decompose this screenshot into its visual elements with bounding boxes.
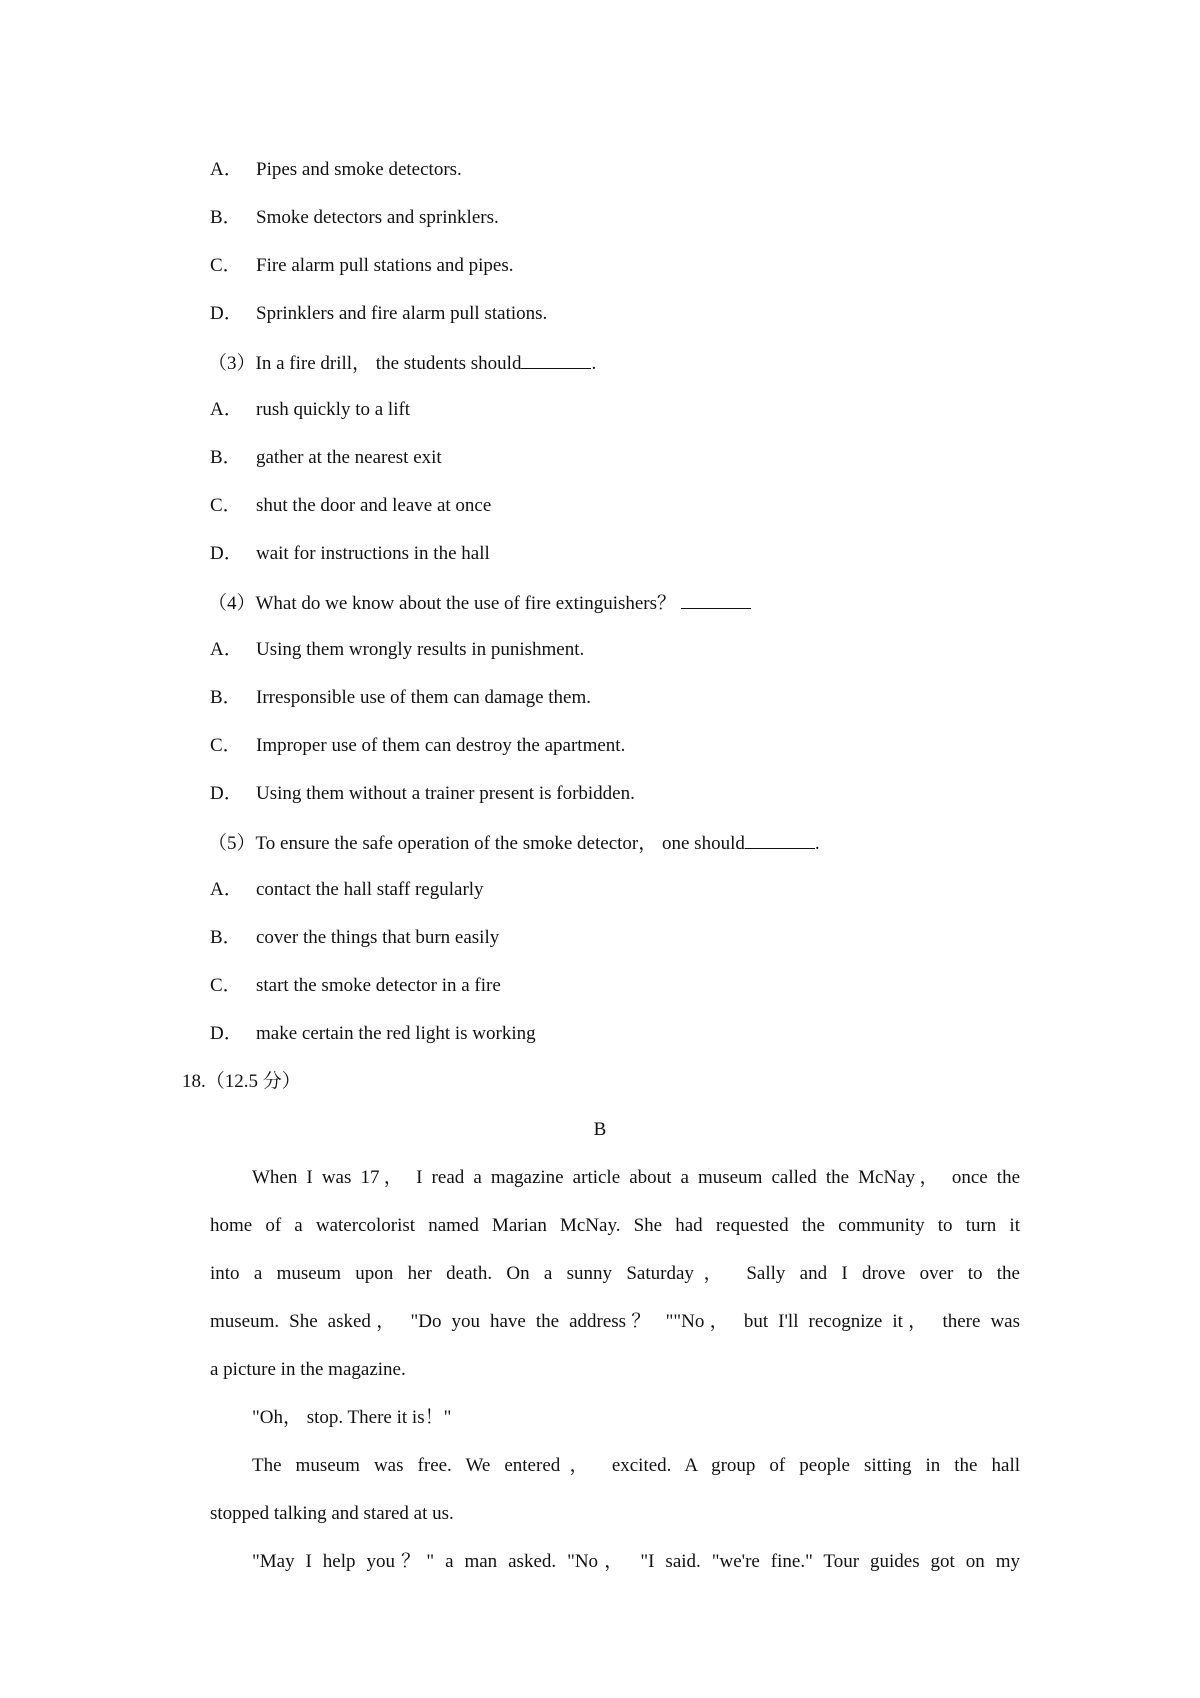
option-letter: D． [210,1023,243,1044]
option-text: rush quickly to a lift [256,399,411,420]
option-letter: D． [210,783,243,804]
q3-option-a [210,400,410,419]
option-letter: C． [210,495,242,516]
passage-line: into a museum upon her death. On a sunny Saturday， Sally and I drove over to the [210,1263,1020,1284]
question-text: （4）What do we know about the use of fire extinguishers？ [208,593,677,614]
passage-line: museum. She asked， "Do you have the address？ ""No， but I'll recognize it， there was [210,1311,1020,1332]
q3-stem [208,352,596,373]
option-letter: A． [210,159,243,180]
passage-line: stopped talking and stared at us. [210,1503,454,1524]
q2-option-b [210,208,499,227]
option-text: start the smoke detector in a fire [256,975,501,996]
option-text: Sprinklers and fire alarm pull stations. [256,303,548,324]
answer-blank [745,832,815,849]
option-letter: D． [210,303,243,324]
q4-stem [208,592,751,613]
q5-stem [208,832,820,853]
option-text: gather at the nearest exit [256,447,442,468]
q2-option-a [210,160,462,179]
q3-option-d [210,544,490,563]
option-letter: D． [210,543,243,564]
option-text: Smoke detectors and sprinklers. [256,207,499,228]
option-text: Pipes and smoke detectors. [256,159,462,180]
q2-option-c [210,256,514,275]
question-text: （3）In a fire drill， the students should [208,353,522,374]
option-letter: B． [210,687,242,708]
option-text: Using them without a trainer present is forbidden. [256,783,635,804]
answer-blank [521,352,591,369]
q5-option-b [210,928,499,947]
option-letter: C． [210,735,242,756]
q3-option-b [210,448,442,467]
option-letter: B． [210,927,242,948]
question-end: . [591,353,597,374]
question-text: （5）To ensure the safe operation of the smoke detector， one should [208,833,745,854]
option-letter: A． [210,639,243,660]
passage-line: The museum was free. We entered， excited. A group of people sitting in the hall [252,1455,1020,1476]
option-text: shut the door and leave at once [256,495,492,516]
option-text: make certain the red light is working [256,1023,536,1044]
option-text: Fire alarm pull stations and pipes. [256,255,514,276]
q5-option-c [210,976,501,995]
option-text: Irresponsible use of them can damage them. [256,687,592,708]
option-text: Using them wrongly results in punishment. [256,639,585,660]
q5-option-d [210,1024,536,1043]
option-letter: C． [210,975,242,996]
option-text: wait for instructions in the hall [256,543,490,564]
question-end: . [814,833,820,854]
option-letter: B． [210,447,242,468]
q4-option-c [210,736,625,755]
q2-option-d [210,304,547,323]
option-text: contact the hall staff regularly [256,879,484,900]
passage-line: When I was 17， I read a magazine article about a museum called the McNay， once the [252,1167,1020,1188]
question-number: 18.（12.5 分） [182,1071,301,1092]
option-text: Improper use of them can destroy the apartment. [256,735,626,756]
passage-line: a picture in the magazine. [210,1359,406,1380]
option-letter: C． [210,255,242,276]
q3-option-c [210,496,491,515]
q5-option-a [210,880,484,899]
passage-line: "Oh， stop. There it is！" [252,1407,452,1428]
q4-option-b [210,688,591,707]
q4-option-a [210,640,584,659]
option-letter: A． [210,399,243,420]
option-letter: A． [210,879,243,900]
q4-option-d [210,784,635,803]
answer-blank [681,592,751,609]
option-text: cover the things that burn easily [256,927,500,948]
option-letter: B． [210,207,242,228]
passage-line: "May I help you？" a man asked. "No， "I said. "we're fine." Tour guides got on my [252,1551,1020,1572]
section-heading: B [593,1119,607,1140]
passage-line: home of a watercolorist named Marian McNay. She had requested the community to turn it [210,1215,1020,1236]
